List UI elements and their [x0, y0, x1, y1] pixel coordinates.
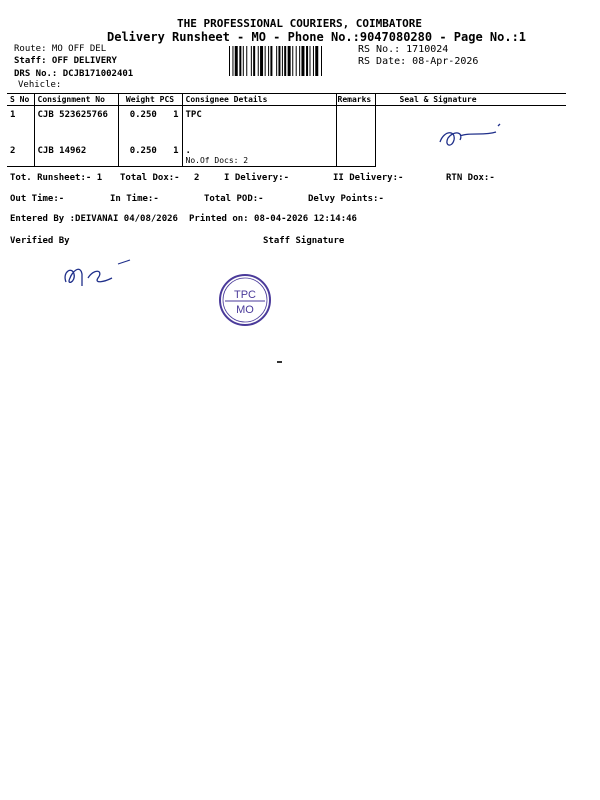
- rs-number: RS No.: 1710024: [358, 44, 449, 55]
- row-weight-pcs: [118, 146, 182, 167]
- staff-label: Staff: OFF DELIVERY: [14, 56, 117, 66]
- row-remarks: [336, 106, 375, 146]
- total-pod: Total POD:-: [204, 194, 264, 204]
- col-seal: Seal & Signature: [375, 94, 566, 106]
- row-sno: 2: [7, 146, 34, 167]
- row-pcs: 1: [173, 145, 179, 156]
- rs-date: RS Date: 08-Apr-2026: [358, 56, 479, 67]
- row-consignment: CJB 523625766: [34, 106, 118, 146]
- row-consignee-name: .: [185, 145, 191, 156]
- stamp-line1: TPC: [234, 289, 256, 301]
- row-weight: 0.250: [129, 110, 157, 120]
- row-consignment: CJB 14962: [34, 146, 118, 167]
- col-sno: S No: [7, 94, 34, 106]
- rtn-dox: RTN Dox:-: [446, 173, 495, 183]
- entered-by: Entered By :DEIVANAI 04/08/2026: [10, 214, 178, 224]
- in-time: In Time:-: [110, 194, 159, 204]
- row-weight-pcs: [118, 106, 182, 146]
- company-name: THE PROFESSIONAL COURIERS, COIMBATORE: [177, 17, 423, 30]
- barcode: [229, 46, 355, 76]
- col-weight-pcs: [118, 94, 182, 106]
- runsheet-table: [7, 93, 566, 167]
- col-weight: Weight: [125, 95, 155, 104]
- row-docs-count: No.Of Docs: 2: [185, 155, 249, 165]
- runsheet-title: Delivery Runsheet - MO - Phone No.:9047080280 - Page No.:1: [107, 30, 527, 44]
- col-remarks: Remarks: [336, 94, 375, 106]
- table-row: [7, 106, 566, 146]
- row-sno: 1: [10, 110, 16, 120]
- col-consignee: Consignee Details: [182, 94, 336, 106]
- tpc-stamp: [218, 273, 272, 327]
- i-delivery: I Delivery:-: [224, 173, 290, 183]
- row-weight: 0.250: [129, 145, 157, 156]
- total-dox: Total Dox:-: [120, 173, 180, 183]
- drs-number: DRS No.: DCJB171002401: [14, 69, 134, 79]
- total-dox-value: 2: [194, 173, 200, 183]
- col-pcs: PCS: [159, 95, 175, 104]
- verified-signature: [58, 256, 138, 292]
- stray-mark: [277, 361, 282, 363]
- delvy-points: Delvy Points:-: [308, 194, 384, 204]
- vehicle-label: Vehicle:: [18, 80, 62, 90]
- ii-delivery: II Delivery:-: [333, 173, 404, 183]
- row-pcs: 1: [173, 110, 179, 120]
- col-consignment: Consignment No: [34, 94, 118, 106]
- out-time: Out Time:-: [10, 194, 65, 204]
- verified-by: Verified By: [10, 236, 70, 246]
- row-consignee: [182, 146, 336, 167]
- row-consignee: TPC: [182, 106, 336, 146]
- staff-signature-label: Staff Signature: [263, 236, 345, 246]
- route-label: Route: MO OFF DEL: [14, 44, 107, 54]
- printed-on: Printed on: 08-04-2026 12:14:46: [189, 214, 357, 224]
- table-header-row: [7, 94, 566, 106]
- tot-runsheet: Tot. Runsheet:- 1: [10, 173, 103, 183]
- delivery-signature: [434, 118, 504, 150]
- stamp-line2: MO: [236, 304, 254, 316]
- row-seal: [375, 106, 566, 167]
- row-remarks: [336, 146, 375, 167]
